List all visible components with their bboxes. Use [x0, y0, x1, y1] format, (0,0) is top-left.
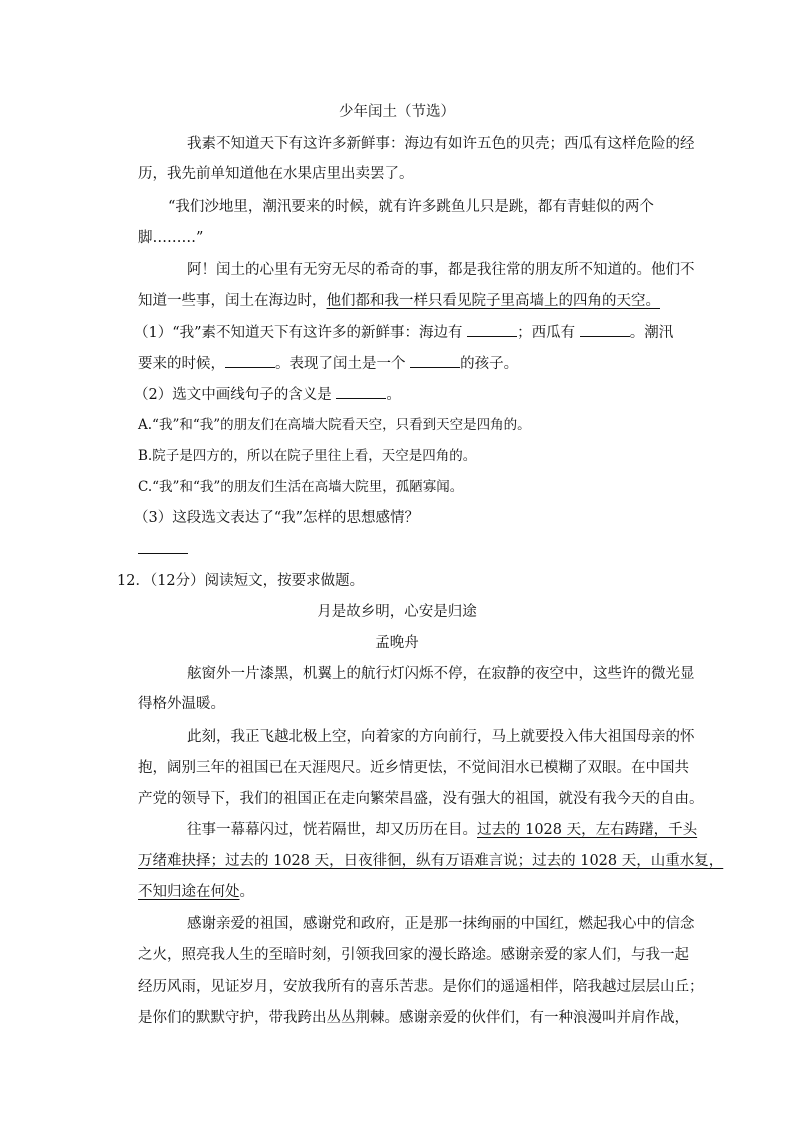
answer-blank[interactable]: [580, 322, 630, 337]
text-segment: 的孩子。: [460, 356, 519, 372]
paragraph-line: 此刻，我正飞越北极上空，向着家的方向前行，马上就要投入伟大祖国母亲的怀: [187, 729, 695, 745]
underlined-sentence: 不知归途在何处: [138, 884, 240, 900]
paragraph-line: 我素不知道天下有这许多新鲜事：海边有如许五色的贝壳；西瓜有这样危险的经: [187, 136, 695, 152]
article-title: 月是故乡明，心安是归途: [317, 604, 477, 620]
article-author: 孟晚舟: [375, 635, 419, 651]
answer-blank[interactable]: [467, 322, 517, 337]
question-1-line-2: [138, 353, 518, 374]
answer-line[interactable]: [138, 553, 188, 554]
answer-blank[interactable]: [225, 353, 275, 368]
answer-blank[interactable]: [336, 384, 386, 399]
option-a[interactable]: A.“我”和“我”的朋友们在高墙大院看天空，只看到天空是四角的。: [138, 417, 531, 433]
paragraph-line: 抱，阔别三年的祖国已在天涯咫尺。近乡情更怯，不觉间泪水已模糊了双眼。在中国共: [138, 760, 689, 776]
paragraph-line: 得格外温暖。: [138, 696, 225, 712]
paragraph-line: [138, 291, 660, 311]
paragraph-line: [187, 820, 697, 840]
paragraph-line: 舷窗外一片漆黑，机翼上的航行灯闪烁不停，在寂静的夜空中，这些许的微光显: [187, 666, 695, 682]
story-title: 少年闰土（节选）: [339, 104, 455, 120]
paragraph-line: [138, 882, 254, 902]
text-segment: 往事一幕幕闪过，恍若隔世，却又历历在目。: [187, 822, 477, 838]
question-2: [134, 384, 401, 405]
paragraph-line: 是你们的默默守护，带我跨出丛丛荆棘。感谢亲爱的伙伴们，有一种浪漫叫并肩作战，: [138, 1010, 689, 1026]
paragraph-line: 产党的领导下，我们的祖国正在走向繁荣昌盛，没有强大的祖国，就没有我今天的自由。: [138, 791, 704, 807]
paragraph-line: 经历风雨，见证岁月，安放我所有的喜乐苦悲。是你们的遥遥相伴，陪我越过层层山丘；: [138, 979, 704, 995]
answer-blank[interactable]: [410, 353, 460, 368]
question-12-header: 12．（12分）阅读短文，按要求做题。: [117, 573, 365, 589]
text-segment: 要来的时候，: [138, 356, 225, 372]
underlined-sentence: 他们都和我一样只看见院子里高墙上的四角的天空。: [326, 293, 660, 309]
text-segment: 知道一些事，闰土在海边时，: [138, 293, 327, 309]
paragraph-line: 之火，照亮我人生的至暗时刻，引领我回家的漫长路途。感谢亲爱的家人们，与我一起: [138, 947, 689, 963]
paragraph-line: “我们沙地里，潮汛要来的时候，就有许多跳鱼儿只是跳，都有青蛙似的两个: [168, 199, 654, 215]
text-segment: 。: [386, 387, 401, 403]
question-1-line-1: [134, 322, 673, 343]
text-segment: ；西瓜有: [517, 325, 580, 341]
option-c[interactable]: C.“我”和“我”的朋友们生活在高墙大院里，孤陋寡闻。: [138, 479, 464, 495]
underlined-sentence: 过去的 1028 天，左右踌躇，千头: [477, 822, 698, 838]
option-b[interactable]: B.院子是四方的，所以在院子里往上看，天空是四角的。: [138, 448, 477, 464]
paragraph-line: 历，我先前单知道他在水果店里出卖罢了。: [138, 166, 414, 182]
text-segment: 。潮汛: [629, 325, 674, 341]
text-segment: （1）“我”素不知道天下有这许多的新鲜事：海边有: [134, 325, 468, 341]
question-3: （3）这段选文表达了“我”怎样的思想感情？: [134, 510, 420, 526]
text-segment: 。表现了闰土是一个: [275, 356, 411, 372]
text-segment: （2）选文中画线句子的含义是: [134, 387, 337, 403]
paragraph-line: 感谢亲爱的祖国，感谢党和政府，正是那一抹绚丽的中国红，燃起我心中的信念: [187, 916, 695, 932]
paragraph-line: 脚………”: [138, 230, 204, 246]
paragraph-line: 阿！闰土的心里有无穷无尽的希奇的事，都是我往常的朋友所不知道的。他们不: [187, 262, 695, 278]
text-segment: 。: [239, 884, 254, 900]
paragraph-line: [138, 851, 723, 871]
underlined-sentence: 万绪难抉择；过去的 1028 天，日夜徘徊，纵有万语难言说；过去的 1028 天，山重水复，: [138, 853, 724, 869]
